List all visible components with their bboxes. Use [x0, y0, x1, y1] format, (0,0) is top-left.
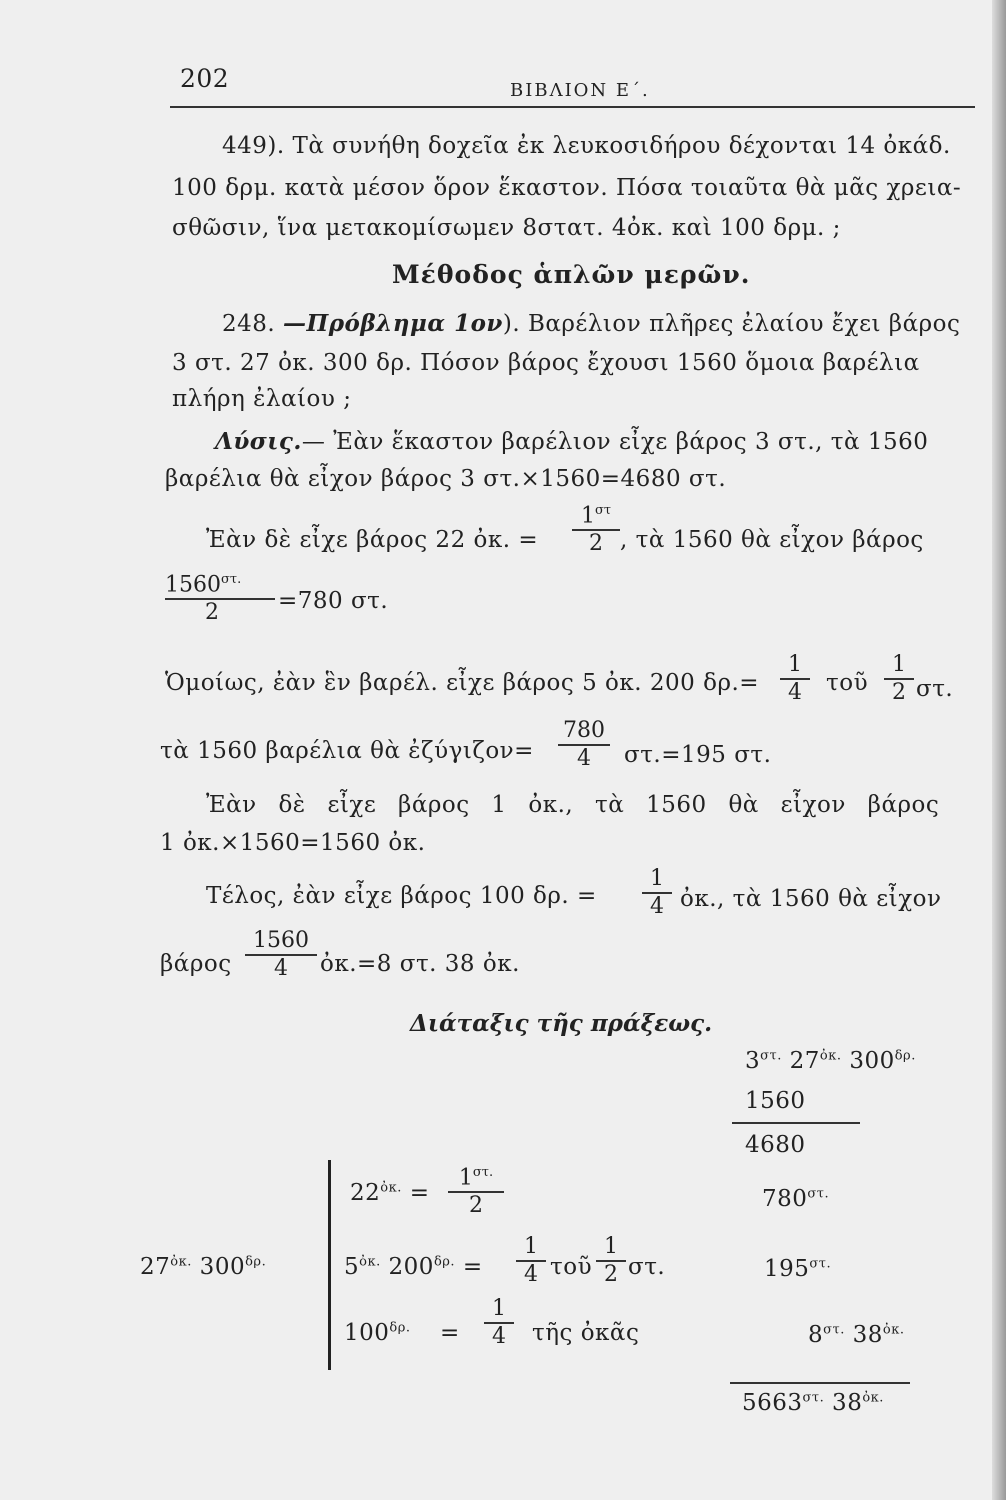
- problem-line-2: 3 στ. 27 ὀκ. 300 δρ. Πόσον βάρος ἔχουσι 1560 ὅμοια βαρέλια: [172, 350, 920, 376]
- value-stater: 780: [762, 1186, 808, 1212]
- value-oka: 27: [140, 1254, 171, 1280]
- solution-line-3b: , τὰ 1560 θὰ εἶχον βάρος: [620, 527, 924, 553]
- solution-line-1-rest: — Ἐὰν ἕκαστον βαρέλιον εἶχε βάρος 3 στ., τὰ 1560: [301, 429, 929, 455]
- value-drams: 300: [191, 1254, 246, 1280]
- unit-sup: δρ.: [389, 1320, 411, 1336]
- brace: [328, 1160, 331, 1370]
- fraction-numerator: 1560: [253, 928, 309, 953]
- arrangement-row-2: [344, 1254, 483, 1280]
- unit-sup: ὀκ.: [170, 1254, 192, 1270]
- solution-line-6a: τὰ 1560 βαρέλια θὰ ἐζύγιζον=: [160, 738, 534, 764]
- fraction-numerator: 1: [492, 1296, 506, 1321]
- arrangement-row-3-eq: =: [440, 1320, 460, 1346]
- total-rule: [730, 1382, 910, 1384]
- solution-line-3a: Ἐὰν δὲ εἶχε βάρος 22 ὀκ. =: [206, 527, 539, 553]
- problem-line-1-rest: ). Βαρέλιον πλῆρες ἐλαίου ἔχει βάρος: [502, 311, 961, 337]
- arrangement-title: Διάταξις τῆς πράξεως.: [410, 1010, 713, 1037]
- fraction-one-quarter-b: [642, 866, 672, 920]
- value-oka: 5: [344, 1254, 360, 1280]
- fraction-denominator: 2: [165, 598, 275, 626]
- page-edge-shadow: [992, 0, 1006, 1500]
- fraction-denominator: 4: [516, 1260, 546, 1288]
- fraction-numerator: 1: [604, 1234, 618, 1259]
- fraction-numerator: 1: [458, 1165, 473, 1191]
- solution-line-10a: βάρος: [160, 951, 232, 977]
- unit-sup: ὀκ.: [862, 1390, 884, 1406]
- solution-line-10b: ὀκ.=8 στ. 38 ὀκ.: [320, 951, 520, 977]
- value-stater: 195: [764, 1256, 810, 1282]
- unit-sup: στ: [594, 503, 612, 518]
- problem-line-1: [222, 310, 960, 337]
- exercise-449-line-1: 449). Τὰ συνήθη δοχεῖα ἐκ λευκοσιδήρου δέχονται 14 ὀκάδ.: [222, 133, 951, 159]
- partial-result-1: [762, 1186, 829, 1212]
- solution-line-2: βαρέλια θὰ εἶχον βάρος 3 στ.×1560=4680 στ.: [165, 466, 727, 492]
- fraction-denominator: 4: [245, 954, 317, 982]
- fraction-numerator: 1: [788, 652, 802, 677]
- problem-number: 248.: [222, 311, 276, 337]
- unit-sup: στ.: [823, 1322, 845, 1338]
- section-title: Μέθοδος ἁπλῶν μερῶν.: [392, 260, 751, 289]
- solution-line-5-end: στ.: [916, 676, 954, 702]
- problem-label: —Πρόβλημα 1ον: [283, 310, 503, 337]
- exercise-449-line-3: σθῶσιν, ἵνα μετακομίσωμεν 8στατ. 4ὀκ. καὶ 100 δρμ. ;: [172, 215, 841, 241]
- value-drams: 100: [344, 1320, 390, 1346]
- fraction-1560-over-4: [245, 928, 317, 982]
- fraction-row-1: [448, 1160, 504, 1219]
- value-oka: 27: [781, 1048, 820, 1074]
- value-stater: 8: [808, 1322, 824, 1348]
- unit-sup: ὀκ.: [819, 1048, 842, 1064]
- value-drams: 300: [841, 1048, 895, 1074]
- multiplication-rule: [732, 1122, 860, 1124]
- total-result: [742, 1390, 884, 1416]
- equals-sign: =: [462, 1254, 483, 1280]
- fraction-denominator: 4: [484, 1322, 514, 1350]
- solution-label: Λύσις.: [215, 428, 302, 455]
- solution-line-5a: Ὁμοίως, ἐὰν ἓν βαρέλ. εἶχε βάρος 5 ὀκ. 200 δρ.=: [165, 670, 760, 696]
- solution-line-9a: Τέλος, ἐὰν εἶχε βάρος 100 δρ. =: [206, 883, 597, 909]
- partial-result-3: [808, 1322, 905, 1348]
- unit-sup: στ.: [807, 1186, 830, 1202]
- running-title: ΒΙΒΛΙΟΝ Ε΄.: [510, 80, 650, 101]
- fraction-row-3: [484, 1296, 514, 1350]
- page-number: 202: [180, 64, 230, 93]
- unit-sup: στ.: [221, 572, 242, 587]
- arrangement-row-1: [350, 1180, 429, 1206]
- arrangement-row-3-end: τῆς ὀκᾶς: [532, 1320, 640, 1346]
- fraction-numerator: 1: [580, 503, 595, 529]
- solution-line-8: 1 ὀκ.×1560=1560 ὀκ.: [160, 830, 426, 856]
- exercise-449-line-2: 100 δρμ. κατὰ μέσον ὅρον ἕκαστον. Πόσα τοιαῦτα θὰ μᾶς χρεια-: [172, 175, 962, 201]
- fraction-denominator: 2: [572, 529, 620, 557]
- value-oka: 22: [350, 1180, 381, 1206]
- unit-sup: στ.: [760, 1048, 782, 1064]
- unit-sup: στ.: [472, 1165, 494, 1180]
- equals-sign: =: [409, 1180, 430, 1206]
- value-oka: 38: [844, 1322, 883, 1348]
- arrangement-multiplier: 1560: [745, 1088, 806, 1114]
- value-stater: 5663: [742, 1390, 803, 1416]
- solution-line-5-mid: τοῦ: [826, 670, 869, 696]
- arrangement-left-label: [140, 1254, 266, 1280]
- unit-sup: ὀκ.: [359, 1254, 381, 1270]
- fraction-numerator: 1: [524, 1234, 538, 1259]
- header-rule: [170, 106, 975, 108]
- fraction-one-half: [884, 652, 914, 706]
- partial-result-2: [764, 1256, 831, 1282]
- arrangement-top-value: [745, 1048, 916, 1074]
- fraction-780-over-4: [558, 718, 610, 772]
- fraction-1560-over-2: [165, 567, 275, 626]
- arrangement-row-2-end: στ.: [628, 1254, 666, 1280]
- unit-sup: δρ.: [245, 1254, 267, 1270]
- arrangement-row-2-mid: τοῦ: [550, 1254, 593, 1280]
- unit-sup: ὀκ.: [882, 1322, 905, 1338]
- fraction-denominator: 2: [884, 678, 914, 706]
- fraction-row-2b: [596, 1234, 626, 1288]
- value-oka: 38: [824, 1390, 863, 1416]
- solution-line-9b: ὀκ., τὰ 1560 θὰ εἶχον: [680, 886, 942, 912]
- fraction-numerator: 1: [892, 652, 906, 677]
- arrangement-row-3: [344, 1320, 411, 1346]
- unit-sup: δρ.: [433, 1254, 456, 1270]
- unit-sup: στ.: [802, 1390, 825, 1406]
- fraction-denominator: 2: [596, 1260, 626, 1288]
- solution-line-6b: στ.=195 στ.: [624, 742, 772, 768]
- value-drams: 200: [380, 1254, 434, 1280]
- fraction-numerator: 780: [563, 718, 605, 743]
- fraction-numerator: 1: [650, 866, 664, 891]
- value-stater: 3: [745, 1048, 761, 1074]
- fraction-numerator: 1560: [165, 572, 221, 598]
- fraction-denominator: 2: [448, 1191, 504, 1219]
- fraction-one-half-stater: [572, 498, 620, 557]
- fraction-one-quarter: [780, 652, 810, 706]
- fraction-denominator: 4: [558, 744, 610, 772]
- solution-line-1: [215, 428, 928, 455]
- unit-sup: δρ.: [894, 1048, 916, 1064]
- fraction-row-2a: [516, 1234, 546, 1288]
- unit-sup: στ.: [809, 1256, 832, 1272]
- fraction-denominator: 4: [780, 678, 810, 706]
- fraction-denominator: 4: [642, 892, 672, 920]
- solution-line-7: Ἐὰν δὲ εἶχε βάρος 1 ὀκ., τὰ 1560 θὰ εἶχον βάρος: [206, 792, 940, 818]
- unit-sup: ὀκ.: [380, 1180, 402, 1196]
- solution-line-4-rest: =780 στ.: [278, 588, 389, 614]
- arrangement-product: 4680: [745, 1132, 806, 1158]
- problem-line-3: πλήρη ἐλαίου ;: [172, 386, 352, 412]
